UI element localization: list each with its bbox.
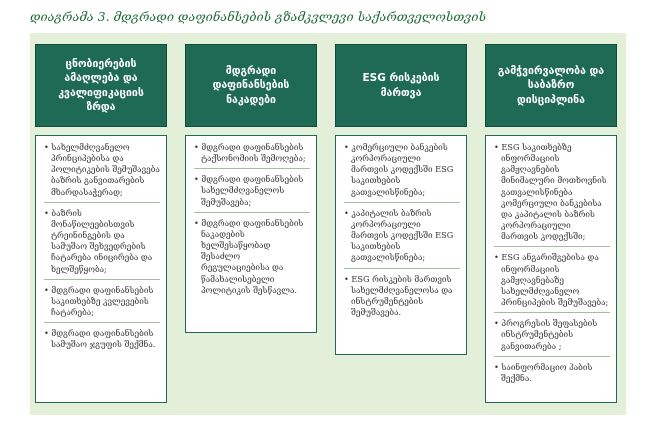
column-body — [485, 135, 617, 403]
list-item: • ESG საკითხებზე ინფორმაციის გამჟღავნების მინიმალური მოთხოვნის გათვალისწინება კომერციული ბანკებისა და კაპიტალის ბაზრის კორპორაციული მართვის კოდექსში; — [494, 142, 610, 247]
list-item: • მდგრადი დაფინანსების სახელმძღვანელოს შემუშავება; — [194, 174, 310, 212]
column-esg-risk — [335, 44, 467, 355]
list-item: • ბაზრის მონაწილეებისთვის ტრეინინგების და სამუშაო შეხვედრების ჩატარება ინიცირება და ხელშეწყობა; — [44, 208, 160, 280]
list-item: • სახელმძღვანელო პრინციპებისა და პოლიტიკების შემუშავება ბაზრის განვითარების მხარდასაჭერად; — [44, 142, 160, 203]
list-item: • ESG რისკების მართვის სახელმძღვანელოსა და ინსტრუმენტების შემუშავება. — [344, 273, 453, 318]
list-item: • ESG ანგარიშგებისა და ინფორმაციის გამჟღავნებაზე სახელმძღვანელო პრინციპების შემუშავება; — [494, 252, 610, 313]
list-item: • კაპიტალის ბაზრის კორპორაციული მართვის კოდექსში ESG საკითხების გათვალისწინება; — [344, 208, 460, 269]
list-item: • კომერციული ბანკების კორპორაციული მართვის კოდექსში ESG საკითხების გათვალისწინება; — [344, 142, 460, 203]
column-awareness — [35, 44, 167, 403]
list-item: • მდგრადი დაფინანსების ნაკადების ხელშესაწყობად შესაძლო რეგულაციებისა და წამახალისებელი პოლიტიკის შესწავლა. — [194, 217, 304, 295]
column-header: მდგრადი დაფინანსების ნაკადები — [185, 44, 317, 127]
list-item: • პროგრესის შეფასების ინსტრუმენტების განვითარება ; — [494, 318, 610, 356]
figure-caption: დიაგრამა 3. მდგრადი დაფინანსების გზამკვლევი საქართველოსთვის — [30, 9, 487, 24]
column-finance-flows — [185, 44, 317, 333]
column-body — [185, 135, 317, 333]
list-item: • მდგრადი დაფინანსების სამუშაო ჯგუფის შექმნა. — [44, 328, 156, 350]
column-body — [35, 135, 167, 403]
column-header: ESG რისკების მართვა — [335, 44, 467, 127]
column-header: გამჭვირვალობა და საბაზრო დისციპლინა — [485, 44, 617, 127]
list-item: • საინფორმაციო ჰაბის შექმნა. — [494, 361, 593, 383]
column-header: ცნობიერების ამაღლება და კვალიფიკაციის ზრდა — [35, 44, 167, 127]
list-item: • მდგრადი დაფინანსების ტაქსონომიის შემოღება; — [194, 142, 310, 169]
column-transparency — [485, 44, 617, 403]
list-item: • მდგრადი დაფინანსების საკითხებზე კვლევების ჩატარება; — [44, 285, 160, 323]
diagram-panel — [30, 33, 626, 415]
column-body — [335, 135, 467, 355]
